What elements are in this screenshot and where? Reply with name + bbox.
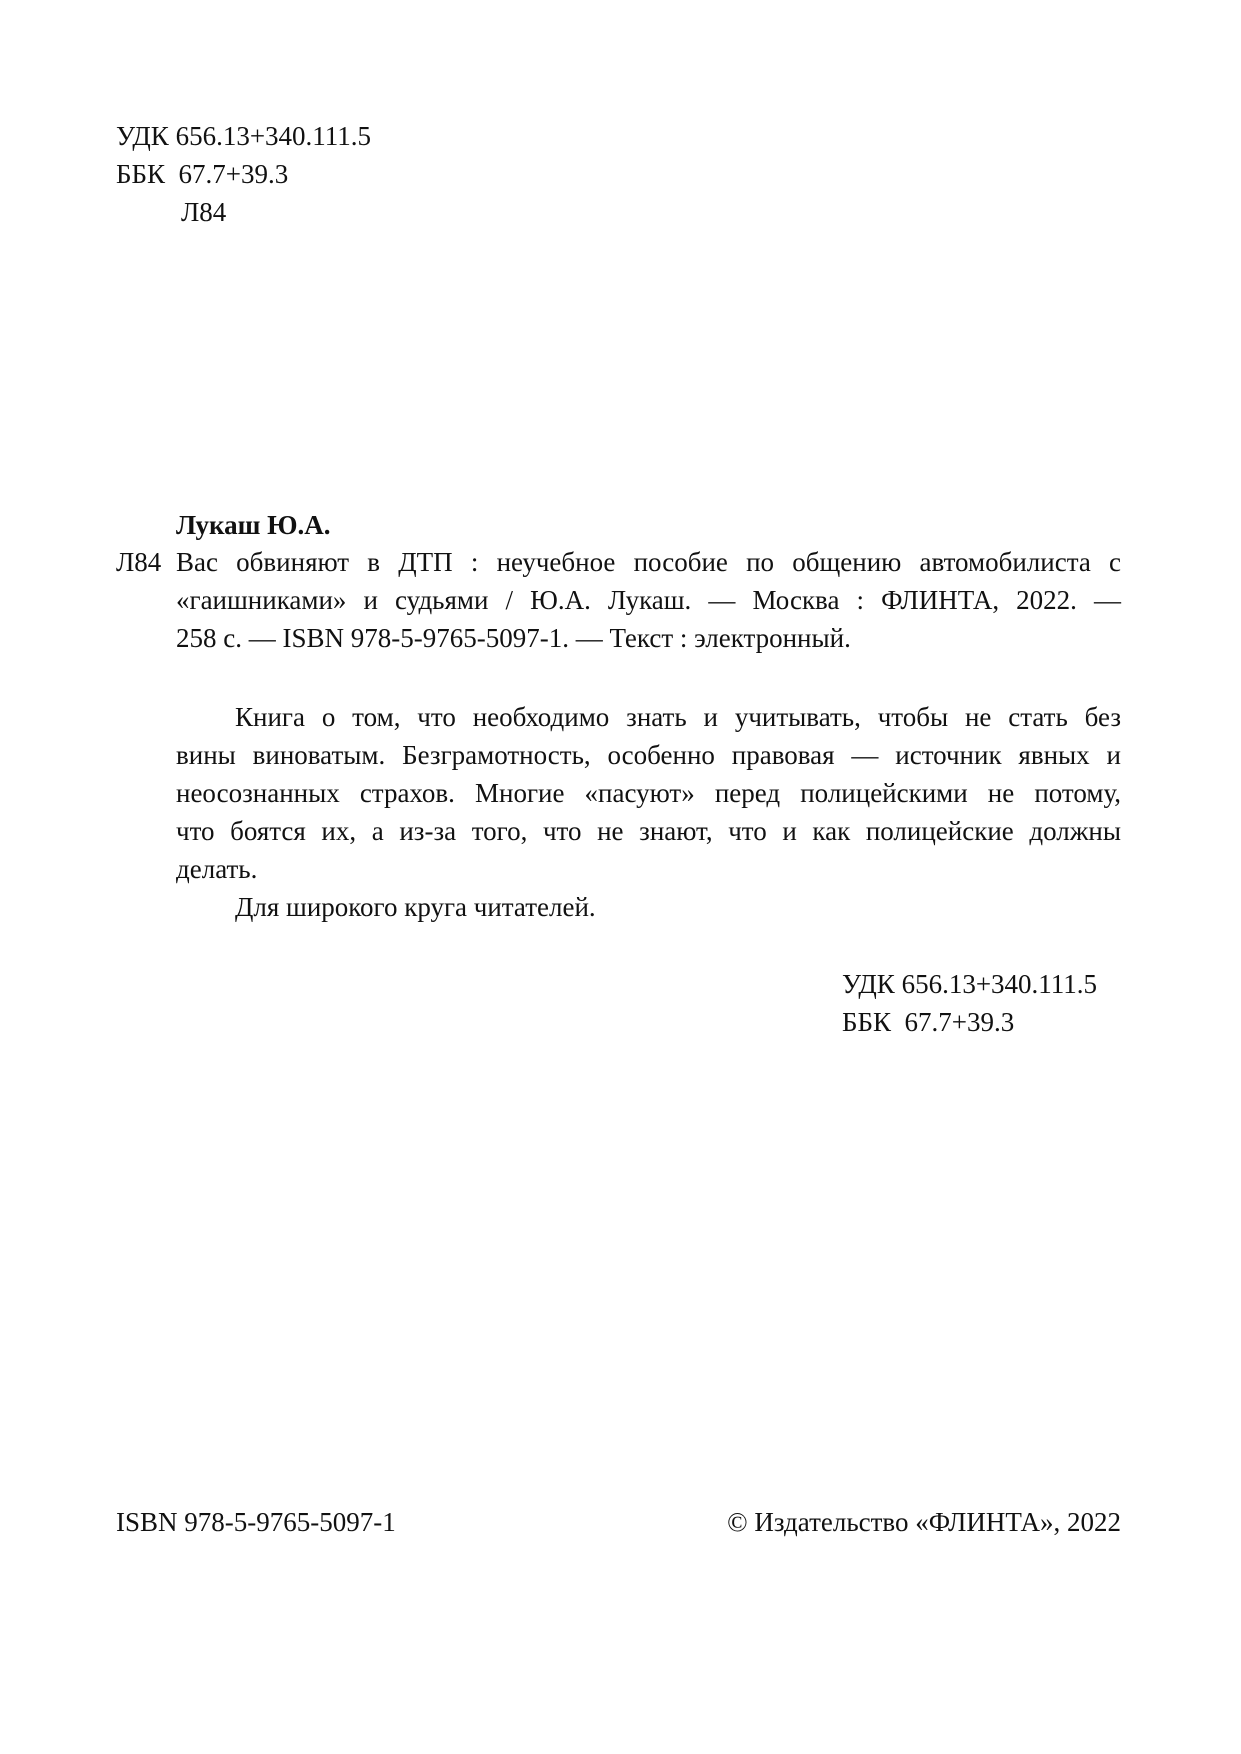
- isbn-footer: ISBN 978-5-9765-5097-1: [116, 1507, 396, 1537]
- annotation-line: вины виноватым. Безграмотность, особенно правовая — источник явных и: [176, 740, 1121, 770]
- bbk-code-top: ББК 67.7+39.3: [116, 159, 289, 189]
- udk-code-top: УДК 656.13+340.111.5: [116, 121, 372, 151]
- audience-note: Для широкого круга читателей.: [235, 892, 596, 922]
- copyright-footer: © Издательство «ФЛИНТА», 2022: [727, 1507, 1121, 1537]
- annotation-line: Книга о том, что необходимо знать и учитывать, чтобы не стать без: [235, 702, 1121, 732]
- bbk-code-bottom: ББК 67.7+39.3: [842, 1007, 1015, 1037]
- annotation-line: что боятся их, а из-за того, что не знают, что и как полицейские должны: [176, 816, 1121, 846]
- annotation-block: [176, 698, 1121, 926]
- author-mark-entry: Л84: [116, 547, 162, 577]
- citation-block: [176, 543, 1121, 657]
- author-mark-top: Л84: [181, 197, 227, 227]
- annotation-line: неосознанных страхов. Многие «пасуют» перед полицейскими не потому,: [176, 778, 1121, 808]
- author-name: Лукаш Ю.А.: [176, 510, 331, 540]
- annotation-line: делать.: [176, 854, 258, 884]
- citation-line: Вас обвиняют в ДТП : неучебное пособие по общению автомобилиста с: [176, 547, 1121, 577]
- citation-line: «гаишниками» и судьями / Ю.А. Лукаш. — Москва : ФЛИНТА, 2022. —: [176, 585, 1121, 615]
- udk-code-bottom: УДК 656.13+340.111.5: [842, 969, 1098, 999]
- citation-line: 258 с. — ISBN 978-5-9765-5097-1. — Текст : электронный.: [176, 623, 851, 653]
